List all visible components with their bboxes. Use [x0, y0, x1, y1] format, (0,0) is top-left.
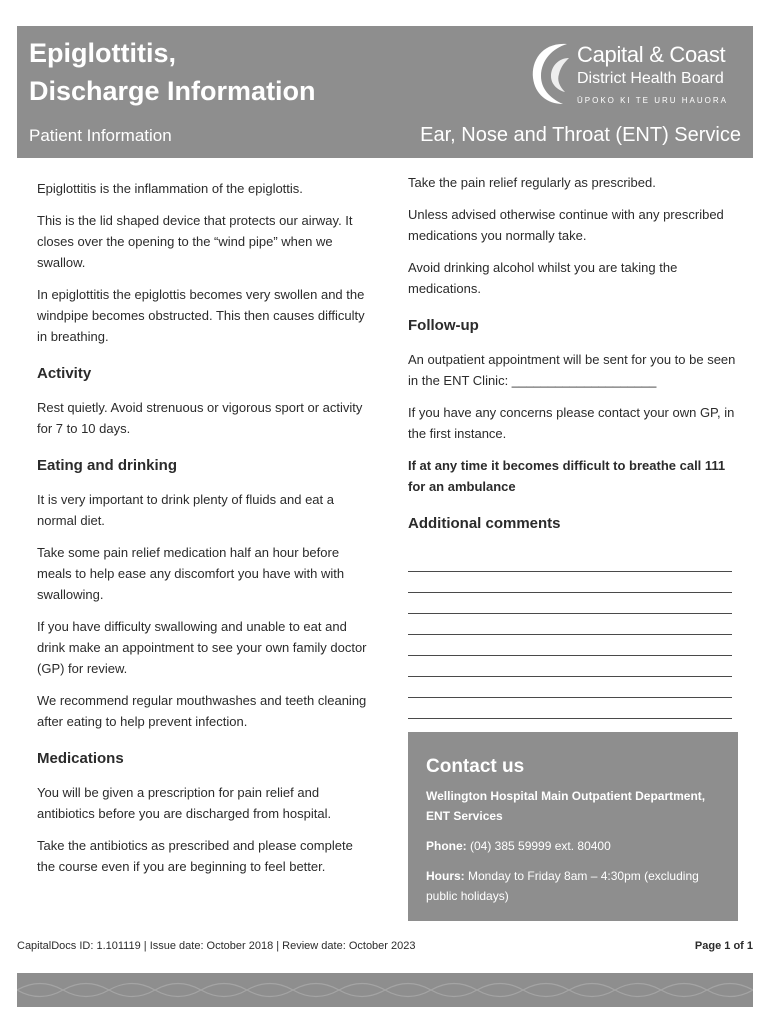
contact-box [408, 732, 738, 921]
title-line-1: Epiglottitis, [29, 38, 176, 68]
contact-phone [426, 836, 720, 856]
comment-line[interactable] [408, 656, 732, 677]
eating-paragraph-2: Take some pain relief medication half an hour before meals to help ease any discomfort you have with with swallowing. [37, 545, 345, 602]
pattern-icon [17, 973, 753, 1007]
comment-line[interactable] [408, 677, 732, 698]
comment-line[interactable] [408, 635, 732, 656]
dhb-logo-icon [529, 38, 573, 108]
contact-hours [426, 866, 720, 906]
logo-org-subname: District Health Board [577, 70, 724, 87]
comment-line[interactable] [408, 593, 732, 614]
left-column [37, 178, 367, 888]
followup-paragraph-1: An outpatient appointment will be sent for you to be seen in the ENT Clinic: ____________________ [408, 352, 736, 388]
doc-info: CapitalDocs ID: 1.101119 | Issue date: October 2018 | Review date: October 2023 [17, 940, 416, 952]
page-number: Page 1 of 1 [694, 940, 753, 952]
medications-heading: Medications [37, 750, 124, 767]
comment-line[interactable] [408, 614, 732, 635]
eating-paragraph-1: It is very important to drink plenty of fluids and eat a normal diet. [37, 492, 334, 528]
title-line-2: Discharge Information [29, 76, 316, 106]
activity-heading: Activity [37, 365, 92, 382]
right-paragraph-2: Unless advised otherwise continue with any prescribed medications you normally take. [408, 207, 724, 243]
comment-line[interactable] [408, 698, 732, 719]
followup-paragraph-2: If you have any concerns please contact your own GP, in the first instance. [408, 405, 735, 441]
subtitle-left: Patient Information [29, 126, 172, 145]
intro-paragraph-3: In epiglottitis the epiglottis becomes very swollen and the windpipe becomes obstructed. This then causes difficulty in breathing. [37, 287, 365, 344]
intro-paragraph-2: This is the lid shaped device that protects our airway. It closes over the opening to the “wind pipe” when we swallow. [37, 213, 353, 270]
eating-paragraph-3: If you have difficulty swallowing and unable to eat and drink make an appointment to see your own family doctor (GP) for review. [37, 619, 367, 676]
logo-org-maori: ŪPOKO KI TE URU HAUORA [577, 96, 728, 105]
subtitle-right: Ear, Nose and Throat (ENT) Service [420, 124, 741, 146]
eating-paragraph-4: We recommend regular mouthwashes and teeth cleaning after eating to help prevent infection. [37, 693, 367, 729]
hours-value: Monday to Friday 8am – 4:30pm (excluding public holidays) [426, 869, 699, 903]
eating-heading: Eating and drinking [37, 457, 178, 474]
right-paragraph-3: Avoid drinking alcohol whilst you are taking the medications. [408, 260, 678, 296]
activity-paragraph: Rest quietly. Avoid strenuous or vigorous sport or activity for 7 to 10 days. [37, 400, 363, 436]
right-paragraph-1: Take the pain relief regularly as prescribed. [408, 175, 656, 190]
contact-heading: Contact us [426, 756, 525, 777]
comment-line[interactable] [408, 572, 732, 593]
comments-heading: Additional comments [408, 515, 561, 532]
page-header [17, 26, 753, 158]
emergency-note: If at any time it becomes difficult to breathe call 111 for an ambulance [408, 458, 726, 494]
page-title [29, 34, 316, 110]
medications-paragraph-2: Take the antibiotics as prescribed and please complete the course even if you are beginning to feel better. [37, 838, 353, 874]
page-footer [17, 940, 753, 952]
hours-label: Hours: [426, 869, 465, 883]
followup-heading: Follow-up [408, 317, 479, 334]
contact-department: Wellington Hospital Main Outpatient Department, ENT Services [426, 789, 706, 823]
logo-org-name: Capital & Coast [577, 42, 726, 67]
decorative-band [17, 973, 753, 1007]
comments-lines [408, 551, 738, 719]
phone-label: Phone: [426, 839, 467, 853]
intro-paragraph-1: Epiglottitis is the inflammation of the epiglottis. [37, 181, 303, 196]
right-column [408, 172, 738, 719]
dhb-logo [529, 38, 744, 110]
comment-line[interactable] [408, 551, 732, 572]
phone-value[interactable]: (04) 385 59999 ext. 80400 [466, 839, 611, 853]
medications-paragraph-1: You will be given a prescription for pain relief and antibiotics before you are discharged from hospital. [37, 785, 332, 821]
